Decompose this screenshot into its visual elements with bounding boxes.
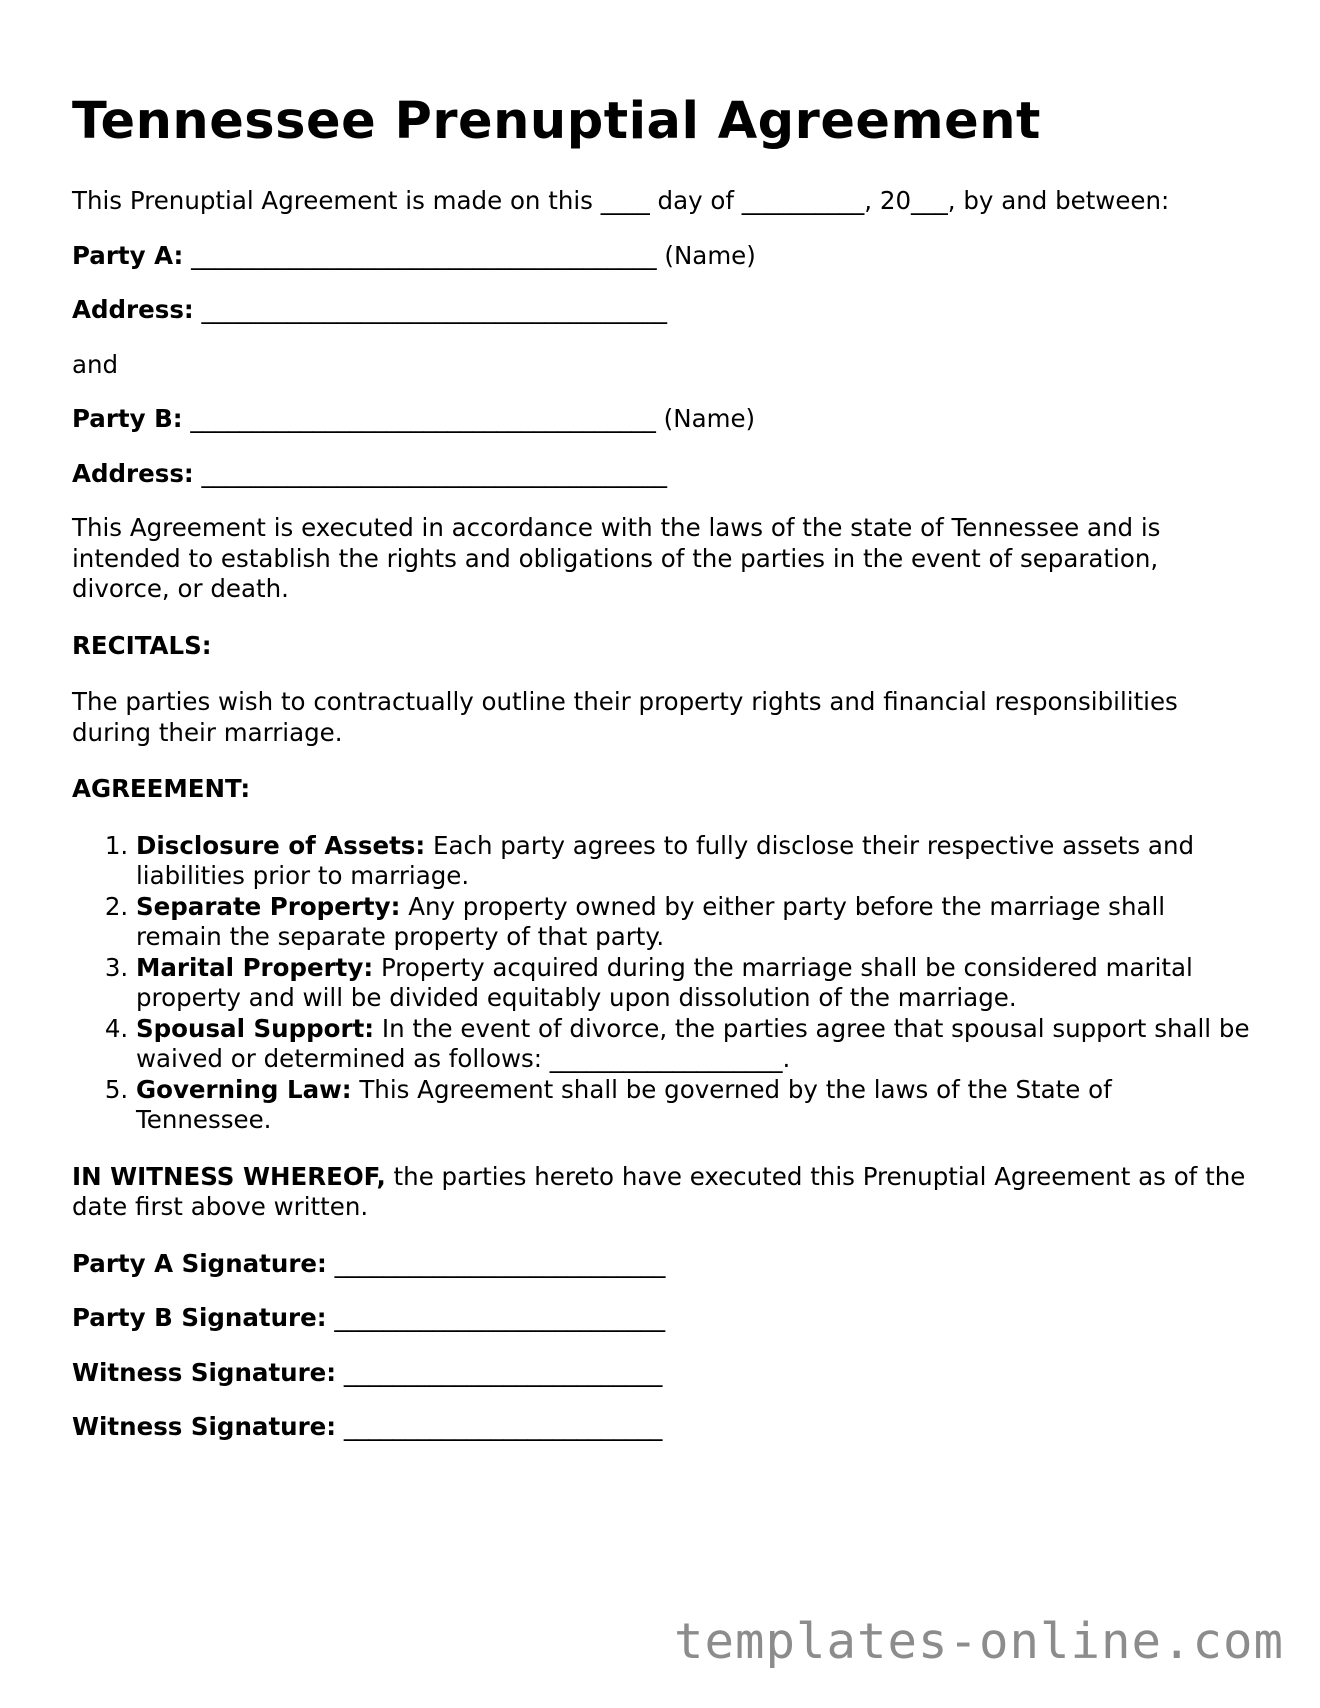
recitals-text: The parties wish to contractually outline their property rights and financial responsibilities during their marriage. xyxy=(72,687,1178,747)
agreement-list xyxy=(72,831,1252,1136)
signature-blank: __________________________ xyxy=(336,1412,663,1441)
agreement-item-text: Property acquired during the marriage shall be considered marital property and will be divided equitably upon dissolution of the marriage. xyxy=(136,952,1193,1012)
witness-lead: IN WITNESS WHEREOF, xyxy=(72,1161,386,1191)
agreement-item xyxy=(136,953,1252,1014)
agreement-item xyxy=(136,831,1252,892)
document-body xyxy=(72,186,1252,1467)
signature-label: Party A Signature: xyxy=(72,1248,327,1278)
party-a-name-line: ______________________________________ (Name) xyxy=(183,240,756,270)
party-a-address-line: ______________________________________ xyxy=(193,295,667,324)
agreement-item-text: Each party agrees to fully disclose their respective assets and liabilities prior to marriage. xyxy=(136,830,1195,890)
agreement-item-text: Any property owned by either party before the marriage shall remain the separate property of that party. xyxy=(136,891,1166,951)
party-b-address-line: ______________________________________ xyxy=(193,458,667,488)
agreement-item xyxy=(136,1014,1252,1075)
party-b-field xyxy=(72,404,1252,435)
signature-label: Witness Signature: xyxy=(72,1357,337,1387)
signature-line xyxy=(72,1358,1252,1389)
party-a-address-label: Address: xyxy=(72,295,194,324)
agreement-item-term: Separate Property: xyxy=(136,891,401,921)
purpose-paragraph: This Agreement is executed in accordance with the laws of the state of Tennessee and is intended to establish the rights and obligations of the parties in the event of separation, divorce, or death. xyxy=(72,513,1161,603)
watermark: templates-online.com xyxy=(673,1613,1284,1670)
agreement-item xyxy=(136,892,1252,953)
agreement-item-term: Disclosure of Assets: xyxy=(136,830,426,860)
signature-blank: ___________________________ xyxy=(326,1303,666,1332)
party-b-address-field xyxy=(72,459,1252,490)
signature-label: Witness Signature: xyxy=(72,1412,337,1441)
agreement-item-term: Governing Law: xyxy=(136,1074,352,1104)
intro-paragraph: This Prenuptial Agreement is made on this ____ day of __________, 20___, by and between: xyxy=(72,186,1170,215)
and-text: and xyxy=(72,349,119,379)
party-a-label: Party A: xyxy=(72,240,184,270)
signature-label: Party B Signature: xyxy=(72,1303,327,1332)
witness-paragraph xyxy=(72,1162,1252,1223)
agreement-heading: AGREEMENT: xyxy=(72,774,251,803)
agreement-item-text: This Agreement shall be governed by the laws of the State of Tennessee. xyxy=(136,1074,1112,1134)
party-a-address-field xyxy=(72,295,1252,326)
party-a-field xyxy=(72,241,1252,272)
witness-text: the parties hereto have executed this Prenuptial Agreement as of the date first above written. xyxy=(72,1161,1246,1221)
party-b-label: Party B: xyxy=(72,404,183,433)
agreement-item-term: Marital Property: xyxy=(136,952,374,982)
signature-line xyxy=(72,1303,1252,1334)
signature-blank: __________________________ xyxy=(336,1357,663,1387)
agreement-item-text: In the event of divorce, the parties agree that spousal support shall be waived or determined as follows: ___________________. xyxy=(136,1013,1250,1073)
document-title: Tennessee Prenuptial Agreement xyxy=(72,92,1041,151)
agreement-item xyxy=(136,1075,1252,1136)
agreement-item-term: Spousal Support: xyxy=(136,1013,375,1043)
recitals-heading: RECITALS: xyxy=(72,630,212,660)
signature-line xyxy=(72,1412,1252,1443)
party-b-name-line: ______________________________________ (Name) xyxy=(182,404,756,433)
signature-blank: ___________________________ xyxy=(326,1248,666,1278)
party-b-address-label: Address: xyxy=(72,458,194,488)
signature-line xyxy=(72,1249,1252,1280)
